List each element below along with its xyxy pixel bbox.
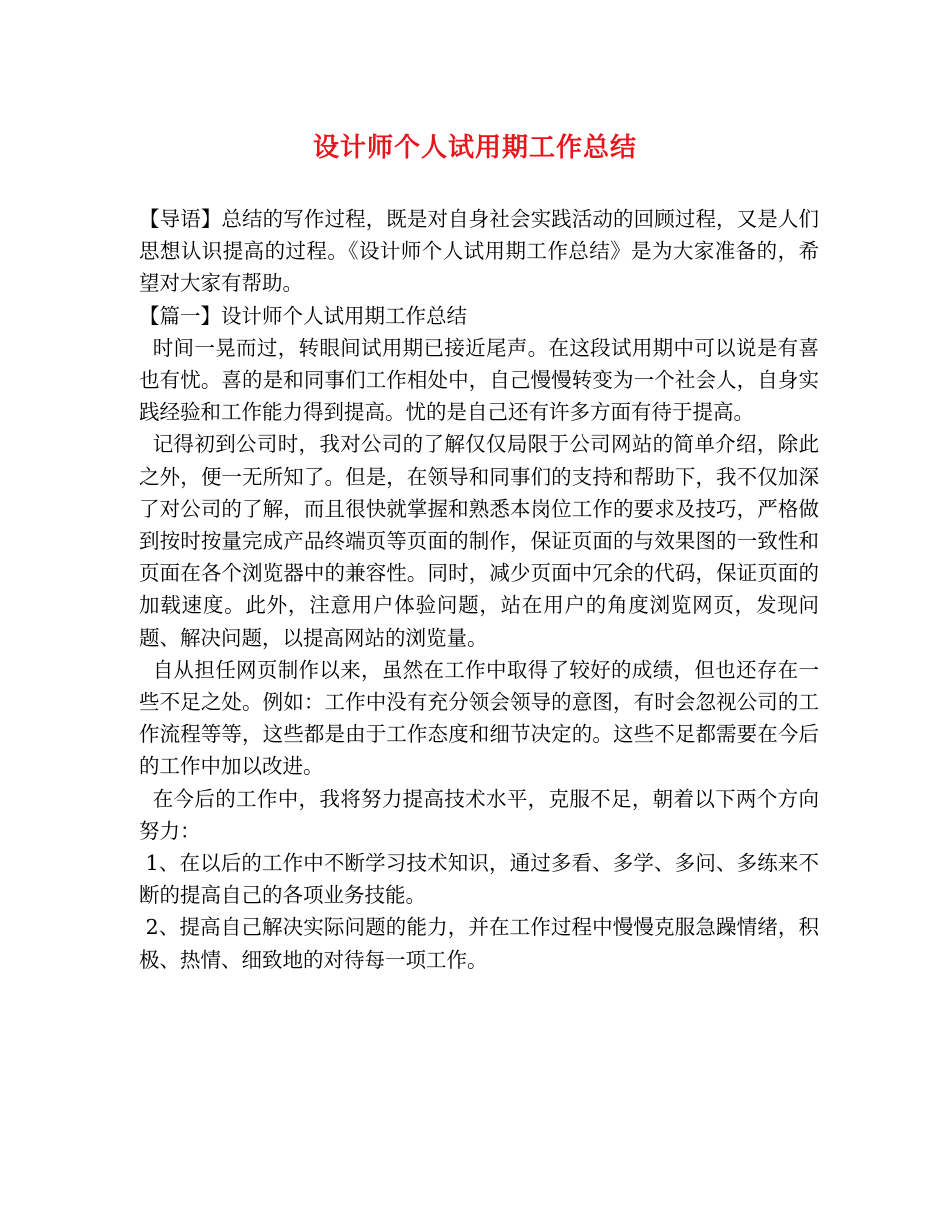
body-paragraph: 记得初到公司时，我对公司的了解仅仅局限于公司网站的简单介绍，除此之外，便一无所知了。但是，在领导和同事们的支持和帮助下，我不仅加深了对公司的了解，而且很快就掌握和熟悉本岗位工作的要求及技巧，严格做到按时按量完成产品终端页等页面的制作，保证页面的与效果图的一致性和页面在各个浏览器中的兼容性。同时，减少页面中冗余的代码，保证页面的加载速度。此外，注意用户体验问题，站在用户的角度浏览网页，发现问题、解决问题，以提高网站的浏览量。: [139, 432, 819, 650]
list-item: 1、在以后的工作中不断学习技术知识，通过多看、多学、多问、多练来不断的提高自己的各项业务技能。: [139, 851, 819, 908]
document-title: 设计师个人试用期工作总结: [312, 133, 637, 163]
list-item: 2、提高自己解决实际问题的能力，并在工作过程中慢慢克服急躁情绪，积极、热情、细致地的对待每一项工作。: [139, 915, 819, 972]
body-paragraph: 时间一晃而过，转眼间试用期已接近尾声。在这段试用期中可以说是有喜也有忧。喜的是和同事们工作相处中，自己慢慢转变为一个社会人，自身实践经验和工作能力得到提高。忧的是自己还有许多方面有待于提高。: [139, 335, 819, 425]
section-heading: 【篇一】设计师个人试用期工作总结: [139, 303, 467, 328]
body-paragraph: 在今后的工作中，我将努力提高技术水平，克服不足，朝着以下两个方向努力：: [139, 786, 819, 843]
document-body: [139, 203, 819, 976]
intro-paragraph: 【导语】总结的写作过程，既是对自身社会实践活动的回顾过程，又是人们思想认识提高的过程。《设计师个人试用期工作总结》是为大家准备的，希望对大家有帮助。: [139, 207, 819, 296]
body-paragraph: 自从担任网页制作以来，虽然在工作中取得了较好的成绩，但也还存在一些不足之处。例如：工作中没有充分领会领导的意图，有时会忽视公司的工作流程等等，这些都是由于工作态度和细节决定的。这些不足都需要在今后的工作中加以改进。: [139, 657, 819, 779]
